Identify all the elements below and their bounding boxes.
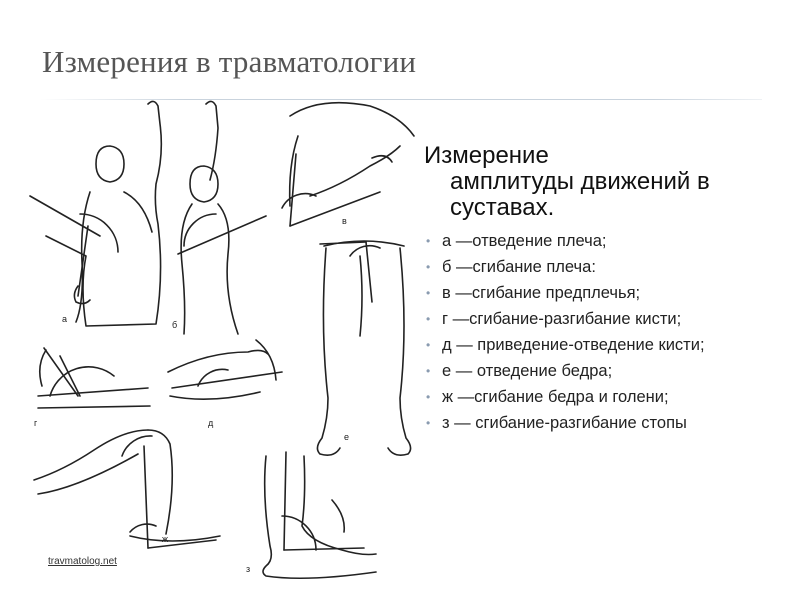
figure-g-wrist-flexion [34,348,150,428]
content-heading [424,143,784,221]
bullet-dot-icon: • [426,260,431,274]
list-item-text: г —сгибание-разгибание кисти; [442,310,682,328]
list-item-text: ж —сгибание бедра и голени; [442,388,669,406]
goniometry-illustration [20,96,415,586]
list-item [424,335,784,356]
panel-label-zh: ж [162,534,169,544]
list-item [424,231,784,252]
bullet-dot-icon: • [426,234,431,248]
panel-label-a: а [62,314,68,324]
list-item [424,361,784,382]
content-heading-line1: Измерение [424,142,549,169]
figure-z-ankle-flexion [246,452,376,578]
bullet-dot-icon: • [426,364,431,378]
panel-label-e: е [344,432,350,442]
figure-v-forearm-flexion [282,103,414,226]
list-item-text: б —сгибание плеча: [442,258,596,276]
figure-a-shoulder-abduction [30,101,161,326]
panel-label-z: з [246,564,251,574]
figure-b-shoulder-flexion [172,101,266,334]
list-item-text: в —сгибание предплечья; [442,284,641,302]
list-item-text: е — отведение бедра; [442,362,613,380]
list-item [424,283,784,304]
panel-label-v: в [342,216,347,226]
list-item [424,257,784,278]
bullet-dot-icon: • [426,338,431,352]
list-item-text: д — приведение-отведение кисти; [442,336,705,354]
list-item [424,387,784,408]
panel-label-g: г [34,418,38,428]
bullet-dot-icon: • [426,390,431,404]
figure-d-wrist-adduction [168,340,282,428]
panel-label-d: д [208,418,214,428]
list-item [424,309,784,330]
panel-label-b: б [172,320,178,330]
figure-e-hip-abduction [317,241,410,455]
bullet-dot-icon: • [426,312,431,326]
bullet-dot-icon: • [426,286,431,300]
bullet-dot-icon: • [426,416,431,430]
slide-title: Измерения в травматологии [42,44,417,79]
content-block [424,143,784,439]
content-heading-rest: амплитуды движений в суставах. [450,168,710,221]
figure-zh-hip-knee-flexion [34,430,220,548]
measurement-list [424,231,784,434]
list-item-text: з — сгибание-разгибание стопы [442,414,687,432]
list-item-text: а —отведение плеча; [442,232,607,250]
watermark-text: travmatolog.net [48,556,117,567]
list-item [424,413,784,434]
